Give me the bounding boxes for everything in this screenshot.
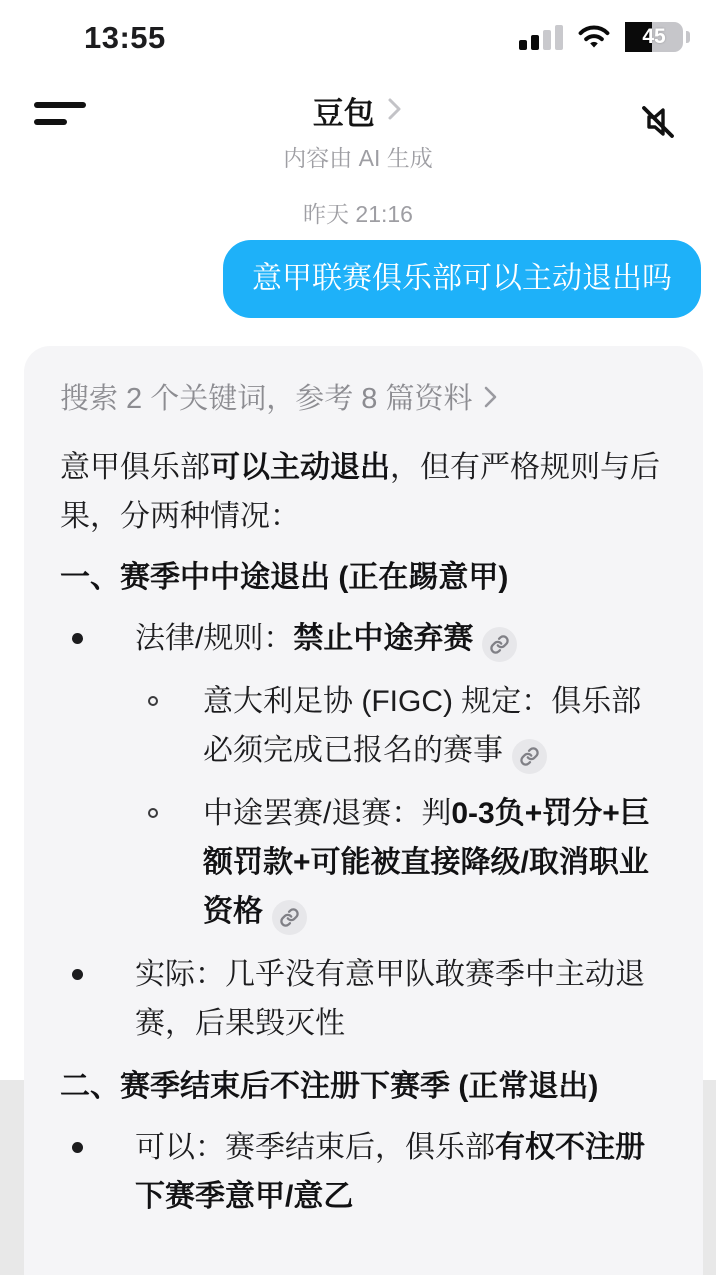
bullet-dot (72, 1142, 83, 1153)
wifi-icon (577, 24, 611, 50)
text-run: 意大利足协 (FIGC) 规定：俱乐部必须完成已报名的赛事 (203, 685, 642, 767)
chevron-right-icon (483, 385, 498, 409)
chevron-right-icon (387, 96, 403, 122)
mute-speaker-icon[interactable] (630, 94, 686, 150)
bullet-dot (72, 633, 83, 644)
link-icon[interactable] (272, 900, 307, 935)
ai-blocks (60, 443, 667, 1221)
ai-generated-notice: 内容由 AI 生成 (283, 145, 433, 171)
battery-cap (686, 31, 690, 43)
list-item-text (135, 614, 667, 663)
text-run: 实际：几乎没有意甲队敢赛季中主动退赛，后果毁灭性 (135, 958, 645, 1040)
text-run: 中途罢赛/退赛：判 (203, 797, 452, 830)
user-message-bubble: 意甲联赛俱乐部可以主动退出吗 (223, 240, 701, 318)
text-run-bold: 禁止中途弃赛 (293, 622, 474, 655)
sub-bullet-item (60, 789, 667, 936)
bullet-item (60, 1123, 667, 1221)
text-run: 二、赛季结束后不注册下赛季 (正常退出) (60, 1070, 599, 1103)
link-icon[interactable] (482, 627, 517, 662)
section-heading (60, 1062, 667, 1111)
list-item-text (203, 789, 667, 936)
list-item-text (203, 677, 667, 775)
search-summary[interactable] (60, 372, 667, 427)
bullet-circle (148, 808, 158, 818)
bullet-item (60, 950, 667, 1048)
cellular-signal-icon (519, 24, 563, 50)
ai-message-card (24, 346, 703, 1275)
chat-header (0, 88, 716, 171)
section-heading (60, 553, 667, 602)
bot-title-button[interactable] (0, 88, 716, 173)
paragraph (60, 443, 667, 541)
text-run: ，但有严格规则与后果，分两种情况： (60, 451, 660, 533)
list-item-text (135, 1123, 667, 1221)
text-run-bold: 0-3负+罚分+巨额罚款+可能被直接降级/取消职业资格 (203, 797, 650, 928)
list-item-text (135, 950, 667, 1048)
battery-percent: 45 (642, 25, 666, 48)
text-run-bold: 有权不注册下赛季意甲/意乙 (135, 1131, 645, 1213)
link-icon[interactable] (512, 739, 547, 774)
search-summary-text: 搜索 2 个关键词，参考 8 篇资料 (60, 383, 473, 415)
bot-name: 豆包 (312, 96, 375, 131)
sub-bullet-item (60, 677, 667, 775)
text-run-bold: 可以主动退出 (210, 451, 390, 484)
text-run: 意甲俱乐部 (60, 451, 210, 484)
text-run: 法律/规则： (135, 622, 294, 655)
bullet-item (60, 614, 667, 663)
clock-time: 13:55 (84, 20, 166, 55)
battery-icon (625, 22, 683, 52)
bullet-circle (148, 696, 158, 706)
chat-area (0, 240, 716, 1275)
status-bar (0, 0, 716, 62)
text-run: 一、赛季中中途退出 (正在踢意甲) (60, 561, 509, 594)
bullet-dot (72, 969, 83, 980)
text-run: 可以：赛季结束后，俱乐部 (135, 1131, 495, 1164)
message-date: 昨天 21:16 (303, 201, 413, 227)
